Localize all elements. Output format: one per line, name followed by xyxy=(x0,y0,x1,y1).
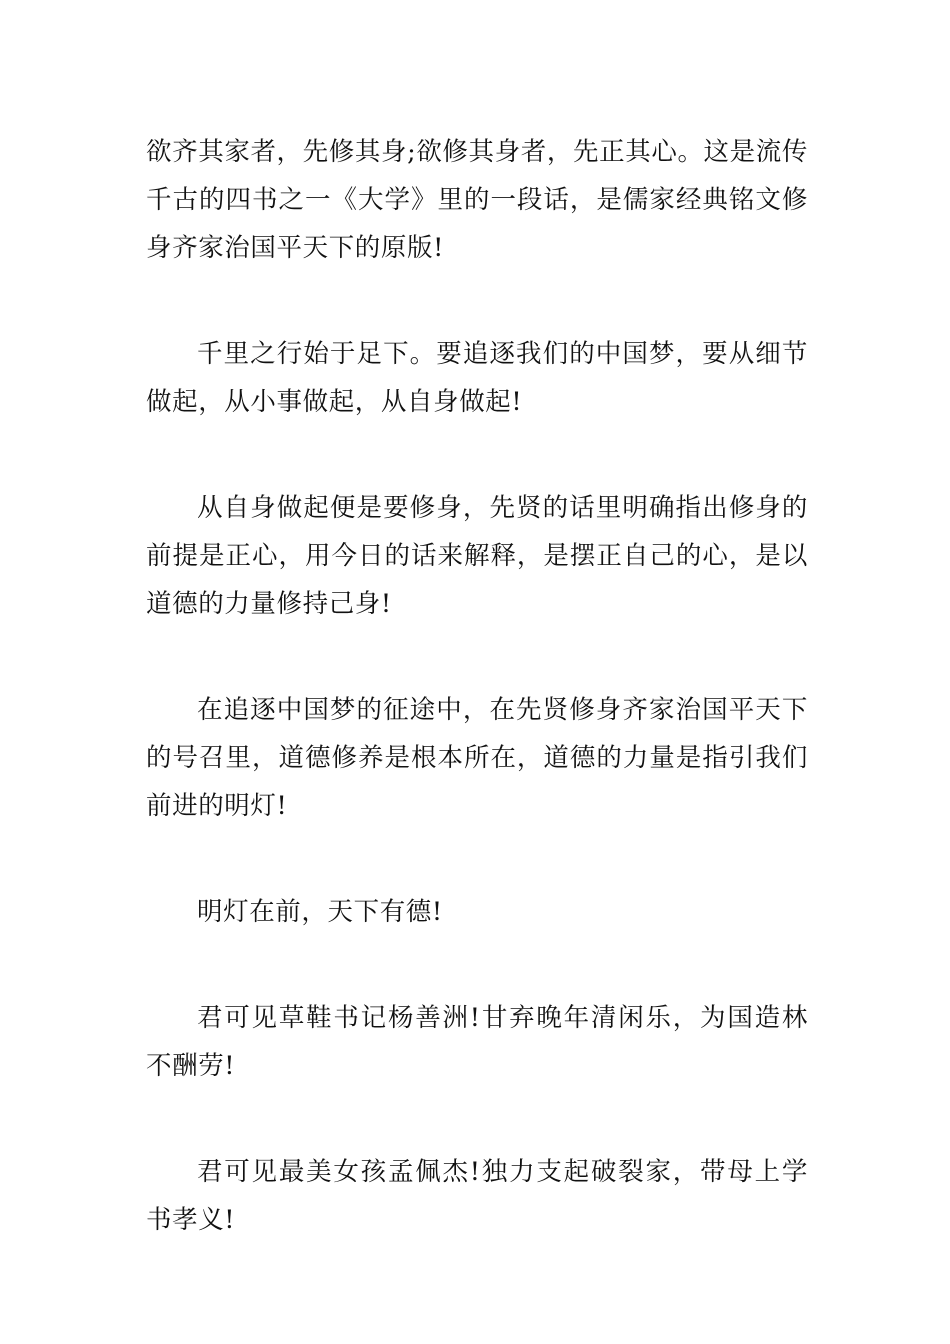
paragraph-daxue-quote: 欲齐其家者，先修其身;欲修其身者，先正其心。这是流传千古的四书之一《大学》里的一段话，是儒家经典铭文修身齐家治国平天下的原版! xyxy=(146,137,808,263)
paragraph-yang-shanzhou: 君可见草鞋书记杨善洲!甘弃晚年清闲乐，为国造林不酬劳! xyxy=(146,1003,808,1081)
paragraph-meng-peijie: 君可见最美女孩孟佩杰!独力支起破裂家，带母上学书孝义! xyxy=(146,1157,808,1235)
paragraph-virtue-under-heaven: 明灯在前，天下有德! xyxy=(197,897,443,927)
paragraph-self-cultivation: 从自身做起便是要修身，先贤的话里明确指出修身的前提是正心，用今日的话来解释，是摆正自己的心，是以道德的力量修持己身! xyxy=(146,493,808,619)
paragraph-start-from-self: 千里之行始于足下。要追逐我们的中国梦，要从细节做起，从小事做起，从自身做起! xyxy=(146,339,808,417)
document-body xyxy=(146,128,808,1244)
paragraph-moral-lamp: 在追逐中国梦的征途中，在先贤修身齐家治国平天下的号召里，道德修养是根本所在，道德的力量是指引我们前进的明灯! xyxy=(146,695,808,821)
